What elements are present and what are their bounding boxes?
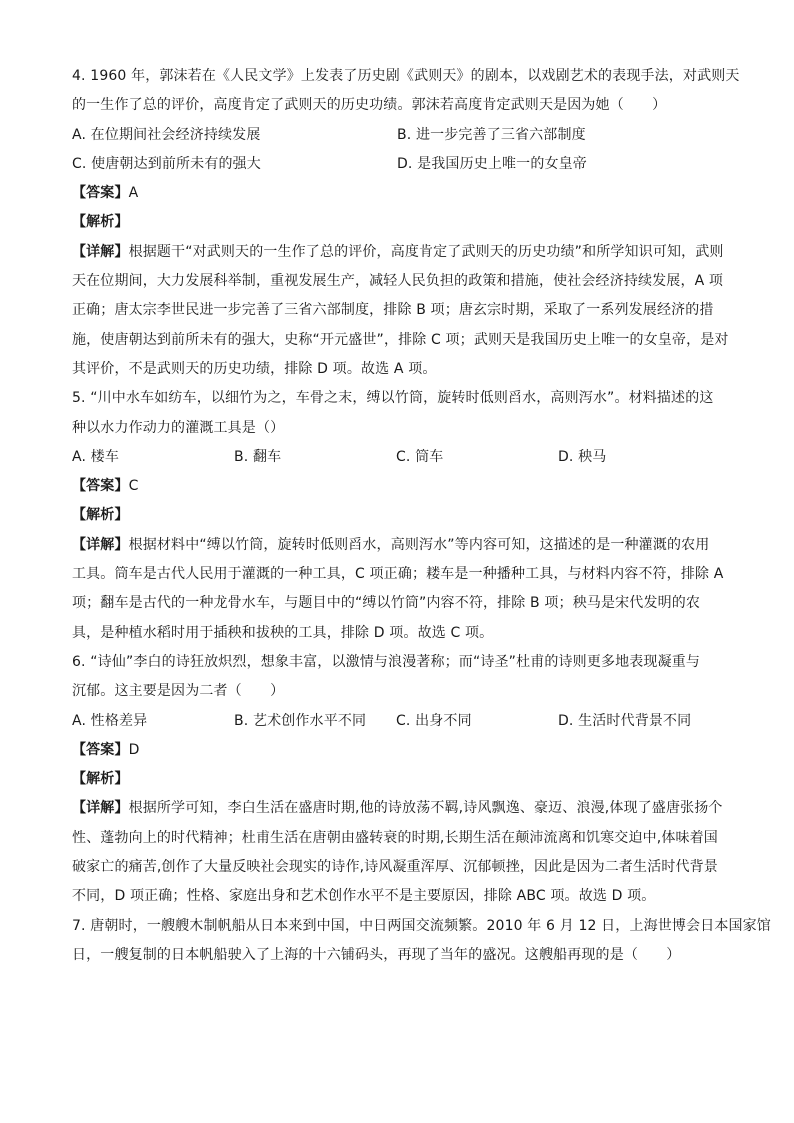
- option-b: B. 艺术创作水平不同: [234, 712, 367, 729]
- question-5-answer: [72, 472, 722, 501]
- question-5-detail-line-3: 项；翻车是古代的一种龙骨水车，与题目中的“缚以竹筒”内容不符，排除 B 项；秧马是宋代发明的农: [72, 595, 701, 612]
- question-4: [72, 62, 740, 384]
- option-a: A. 性格差异: [72, 712, 148, 729]
- question-7-stem-line-2: 日，一艘复制的日本帆船驶入了上海的十六铺码头，再现了当年的盛况。这艘船再现的是（ ）: [72, 946, 681, 963]
- detail-tag: 【详解】: [72, 800, 129, 817]
- option-c: C. 使唐朝达到前所未有的强大: [72, 155, 261, 172]
- question-6-analysis: [72, 765, 722, 794]
- detail-text: 根据题干“对武则天的一生作了总的评价，高度肯定了武则天的历史功绩”和所学知识可知，武则: [128, 243, 724, 260]
- detail-tag: 【详解】: [72, 536, 129, 553]
- answer-value: A: [128, 185, 139, 202]
- question-6-stem-line-1: 6. “诗仙”李白的诗狂放炽烈，想象丰富，以激情与浪漫著称；而“诗圣”杜甫的诗则更多地表现凝重与: [72, 653, 701, 670]
- answer-tag: 【答案】: [72, 478, 129, 495]
- question-7-stem-line-1: 7. 唐朝时，一艘艘木制帆船从日本来到中国，中日两国交流频繁。2010 年 6 月 12 日，上海世博会日本国家馆: [72, 917, 771, 934]
- question-6: [72, 648, 722, 912]
- question-5-stem-line-2: 种以水力作动力的灌溉工具是（）: [72, 419, 285, 436]
- analysis-tag: 【解析】: [72, 507, 129, 524]
- option-c: C. 筒车: [396, 448, 444, 465]
- question-6-options: [72, 707, 722, 736]
- question-5-detail-line-2: 工具。筒车是古代人民用于灌溉的一种工具，C 项正确；耧车是一种播种工具，与材料内容不符，排除 A: [72, 566, 724, 583]
- option-d: D. 生活时代背景不同: [558, 712, 692, 729]
- analysis-tag: 【解析】: [72, 771, 129, 788]
- answer-tag: 【答案】: [72, 185, 129, 202]
- question-6-stem-line-2: 沉郁。这主要是因为二者（ ）: [72, 683, 285, 700]
- answer-value: D: [128, 741, 140, 758]
- question-4-detail-line-1: [72, 238, 722, 267]
- option-b: B. 翻车: [234, 448, 282, 465]
- option-b: B. 进一步完善了三省六部制度: [397, 126, 586, 143]
- question-5: [72, 384, 722, 648]
- option-a: A. 在位期间社会经济持续发展: [72, 126, 261, 143]
- option-a: A. 楼车: [72, 448, 119, 465]
- option-d: D. 是我国历史上唯一的女皇帝: [397, 155, 587, 172]
- question-6-detail-line-1: [72, 794, 722, 823]
- question-4-analysis: [72, 208, 722, 237]
- question-5-detail-line-4: 具，是种植水稻时用于插秧和拔秧的工具，排除 D 项。故选 C 项。: [72, 624, 494, 641]
- question-4-detail-line-3: 正确；唐太宗李世民进一步完善了三省六部制度，排除 B 项；唐玄宗时期，采取了一系列发展经济的措: [72, 302, 714, 319]
- question-4-detail-line-4: 施，使唐朝达到前所未有的强大，史称“开元盛世”，排除 C 项；武则天是我国历史上唯一的女皇帝，是对: [72, 331, 729, 348]
- answer-tag: 【答案】: [72, 741, 129, 758]
- question-5-detail-line-1: [72, 531, 722, 560]
- question-4-detail-line-2: 天在位期间，大力发展科举制，重视发展生产，减轻人民负担的政策和措施，使社会经济持续发展，A 项: [72, 273, 724, 290]
- question-4-stem-line-1: 4. 1960 年，郭沫若在《人民文学》上发表了历史剧《武则天》的剧本，以戏剧艺术的表现手法，对武则天: [72, 68, 740, 84]
- option-d: D. 秧马: [558, 448, 607, 465]
- question-4-options-row-2: [72, 150, 722, 179]
- question-4-options-row-1: [72, 121, 722, 150]
- question-6-detail-line-3: 破家亡的痛苦,创作了大量反映社会现实的诗作,诗风凝重浑厚、沉郁顿挫，因此是因为二者生活时代背景: [72, 859, 718, 876]
- document-page: [72, 62, 771, 970]
- question-6-detail-line-4: 不同，D 项正确；性格、家庭出身和艺术创作水平不是主要原因，排除 ABC 项。故选 D 项。: [72, 888, 656, 905]
- question-5-options: [72, 443, 722, 472]
- detail-tag: 【详解】: [72, 243, 129, 260]
- question-4-detail-line-5: 其评价，不是武则天的历史功绩，排除 D 项。故选 A 项。: [72, 360, 437, 377]
- analysis-tag: 【解析】: [72, 214, 129, 231]
- answer-value: C: [128, 478, 139, 495]
- question-5-analysis: [72, 501, 722, 530]
- detail-text: 根据所学可知，李白生活在盛唐时期,他的诗放荡不羁,诗风飘逸、豪迈、浪漫,体现了盛唐张扬个: [128, 800, 723, 817]
- question-5-stem-line-1: 5. “川中水车如纺车，以细竹为之，车骨之末，缚以竹筒，旋转时低则舀水，高则泻水”。材料描述的这: [72, 390, 714, 407]
- option-c: C. 出身不同: [396, 712, 472, 729]
- question-4-answer: [72, 179, 722, 208]
- detail-text: 根据材料中“缚以竹筒，旋转时低则舀水，高则泻水”等内容可知，这描述的是一种灌溉的农用: [128, 536, 710, 553]
- question-6-detail-line-2: 性、蓬勃向上的时代精神；杜甫生活在唐朝由盛转衰的时期,长期生活在颠沛流离和饥寒交迫中,体味着国: [72, 829, 718, 846]
- question-7: [72, 912, 771, 971]
- question-4-stem-line-2: 的一生作了总的评价，高度肯定了武则天的历史功绩。郭沫若高度肯定武则天是因为她（ ）: [72, 97, 667, 114]
- question-6-answer: [72, 736, 722, 765]
